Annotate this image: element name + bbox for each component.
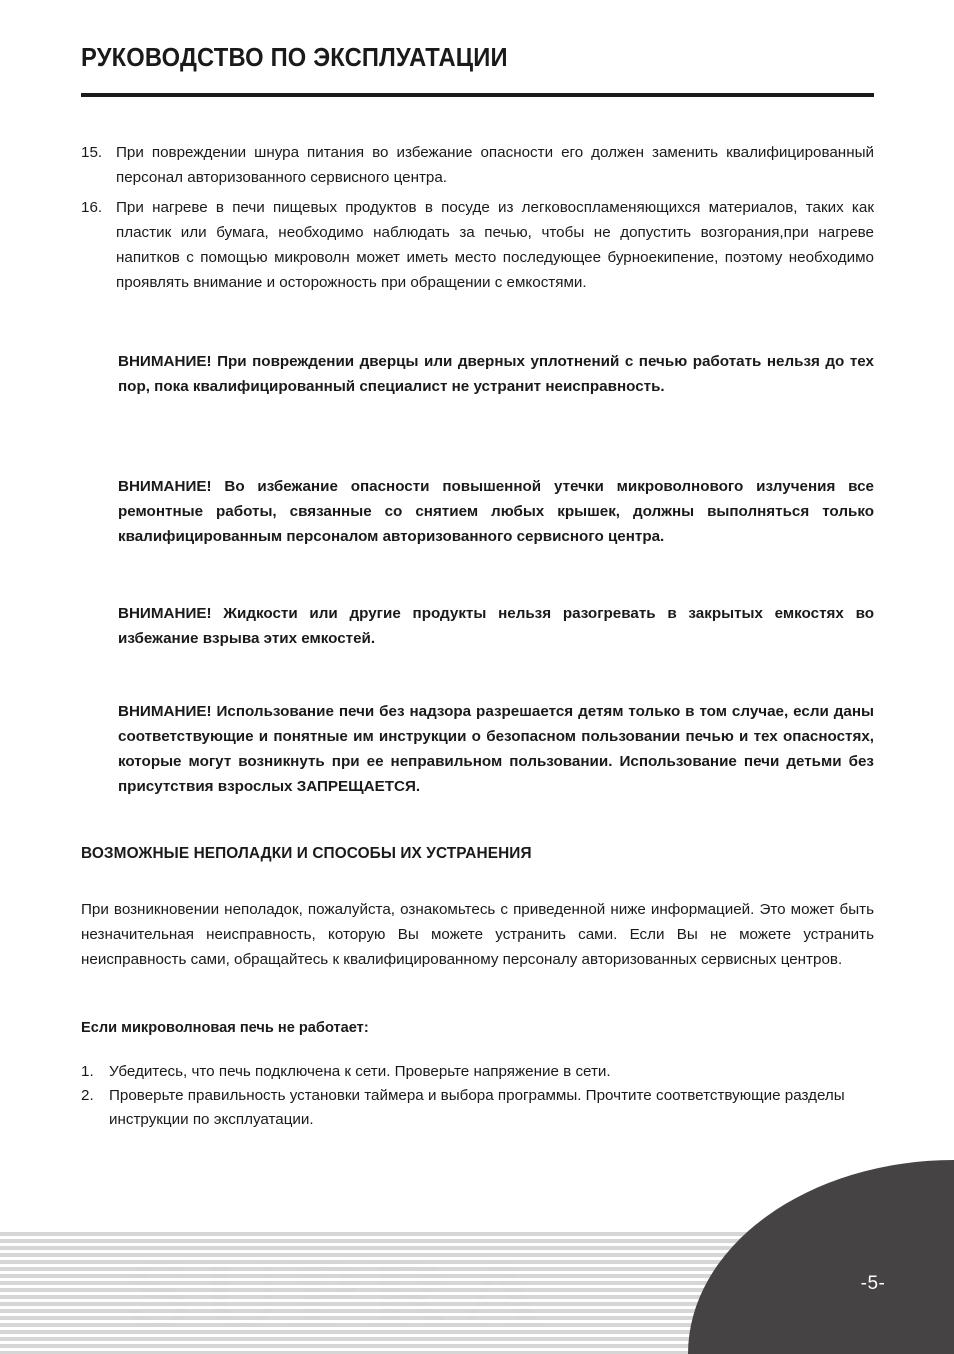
list-item-text: При повреждении шнура питания во избежание опасности его должен заменить квалифицированный персонал авторизованного сервисного центра.: [116, 144, 874, 186]
list-item-number: 15.: [81, 144, 103, 161]
section-heading-troubleshooting: ВОЗМОЖНЫЕ НЕПОЛАДКИ И СПОСОБЫ ИХ УСТРАНЕНИЯ: [81, 845, 532, 862]
warning-block-sealed-containers: ВНИМАНИЕ! Жидкости или другие продукты нельзя разогревать в закрытых емкостях во избежание взрыва этих емкостей.: [118, 605, 874, 647]
list-item-text: При нагреве в печи пищевых продуктов в посуде из легковоспламеняющихся материалов, таких как пластик или бумага, необходимо наблюдать за печью, чтобы не допустить возгорания,при нагреве напитков с помощью микроволн может иметь место последующее бурноекипение, поэтому необходимо проявлять внимание и осторожность при обращении с емкостями.: [116, 199, 874, 291]
page-header: [81, 44, 874, 72]
warning-block-children-supervision: ВНИМАНИЕ! Использование печи без надзора разрешается детям только в том случае, если даны соответствующие и понятные им инструкции о безопасном пользовании печью и тех опасностях, которые могут возникнуть при ее неправильном пользовании. Использование печи детьми без присутствия взрослых ЗАПРЕЩАЕТСЯ.: [118, 703, 874, 795]
list-item: [81, 1084, 874, 1132]
list-item: [81, 1060, 874, 1084]
numbered-list-item-16: [81, 195, 874, 295]
footer-corner-shape: [688, 1160, 954, 1354]
troubleshooting-intro-paragraph: При возникновении неполадок, пожалуйста, ознакомьтесь с приведенной ниже информацией. Это может быть незначительная неисправность, которую Вы можете устранить сами. Если Вы не можете устранить неисправность сами, обращайтесь к квалифицированному персоналу авторизованных сервисных центров.: [81, 901, 874, 968]
list-item-number: 16.: [81, 199, 103, 216]
list-item-text: Убедитесь, что печь подключена к сети. Проверьте напряжение в сети.: [109, 1063, 611, 1080]
list-item: [81, 195, 874, 295]
header-divider: [81, 93, 874, 97]
page-title: РУКОВОДСТВО ПО ЭКСПЛУАТАЦИИ: [81, 44, 508, 72]
list-item-text: Проверьте правильность установки таймера и выбора программы. Прочтите соответствующие разделы инструкции по эксплуатации.: [109, 1087, 845, 1128]
subheading-oven-not-working: Если микроволновая печь не работает:: [81, 1020, 369, 1036]
warning-block-door-seal: ВНИМАНИЕ! При повреждении дверцы или дверных уплотнений с печью работать нельзя до тех пор, пока квалифицированный специалист не устранит неисправность.: [118, 353, 874, 395]
numbered-list-item-15: [81, 140, 874, 190]
list-item: [81, 140, 874, 190]
troubleshooting-steps: [81, 1060, 874, 1132]
list-item-number: 1.: [81, 1063, 94, 1080]
warning-block-radiation-leak: ВНИМАНИЕ! Во избежание опасности повышенной утечки микроволнового излучения все ремонтные работы, связанные со снятием любых крышек, должны выполняться только квалифицированным персоналом авторизованного сервисного центра.: [118, 478, 874, 545]
page-number: -5-: [860, 1273, 886, 1294]
list-item-number: 2.: [81, 1087, 94, 1104]
